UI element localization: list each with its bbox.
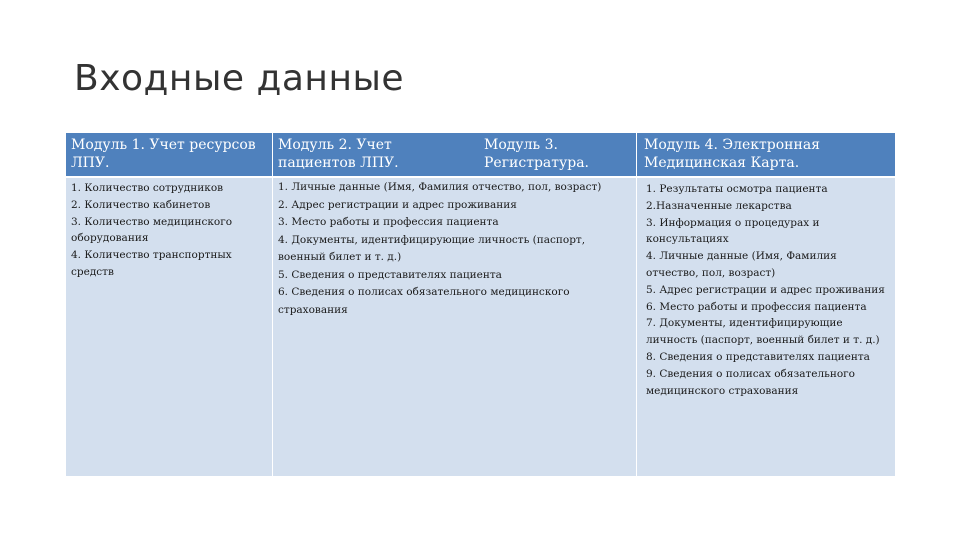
list-item: 7. Документы, идентифицирующие личность (паспорт, военный билет и т. д.) <box>646 317 880 347</box>
header-module-1: Модуль 1. Учет ресурсов ЛПУ. <box>71 137 256 171</box>
list-item: 1. Личные данные (Имя, Фамилия отчество, пол, возраст) <box>278 181 602 193</box>
list-item: 3. Место работы и профессия пациента <box>278 216 499 228</box>
list-item: 6. Сведения о полисах обязательного медицинского страхования <box>278 286 570 316</box>
list-item: 5. Адрес регистрации и адрес проживания <box>646 283 885 296</box>
list-item: 4. Количество транспортных средств <box>71 249 232 278</box>
list-item: 1. Результаты осмотра пациента <box>646 183 828 195</box>
slide-title: Входные данные <box>74 58 405 99</box>
list-item: 4. Документы, идентифицирующие личность (паспорт, военный билет и т. д.) <box>278 233 586 263</box>
header-module-4: Модуль 4. Электронная Медицинская Карта. <box>644 137 821 171</box>
list-item: 4. Личные данные (Имя, Фамилия отчество, пол, возраст) <box>646 250 837 279</box>
header-module-3: Модуль 3. Регистратура. <box>484 137 590 171</box>
list-item: 9. Сведения о полисах обязательного медицинского страхования <box>646 367 856 397</box>
list-item: 1. Количество сотрудников <box>71 182 224 194</box>
module-4-cell <box>646 181 891 399</box>
list-item: 8. Сведения о представителях пациента <box>646 350 870 363</box>
list-item: 2. Адрес регистрации и адрес проживания <box>278 198 517 211</box>
module-1-list <box>71 180 271 281</box>
list-item: 2.Назначенные лекарства <box>646 199 792 212</box>
header-module-2: Модуль 2. Учет пациентов ЛПУ. <box>278 137 399 171</box>
column-divider <box>272 133 273 476</box>
list-item: 2. Количество кабинетов <box>71 198 211 211</box>
module-2-3-list <box>278 179 633 319</box>
column-divider <box>636 133 637 476</box>
list-item: 6. Место работы и профессия пациента <box>646 300 867 313</box>
module-2-3-cell <box>278 179 633 319</box>
input-data-table <box>66 133 895 476</box>
list-item: 3. Количество медицинского оборудования <box>71 215 233 245</box>
list-item: 3. Информация о процедурах и консультациях <box>646 216 820 246</box>
module-4-list <box>646 181 891 399</box>
list-item: 5. Сведения о представителях пациента <box>278 268 502 281</box>
module-1-cell <box>71 180 271 281</box>
